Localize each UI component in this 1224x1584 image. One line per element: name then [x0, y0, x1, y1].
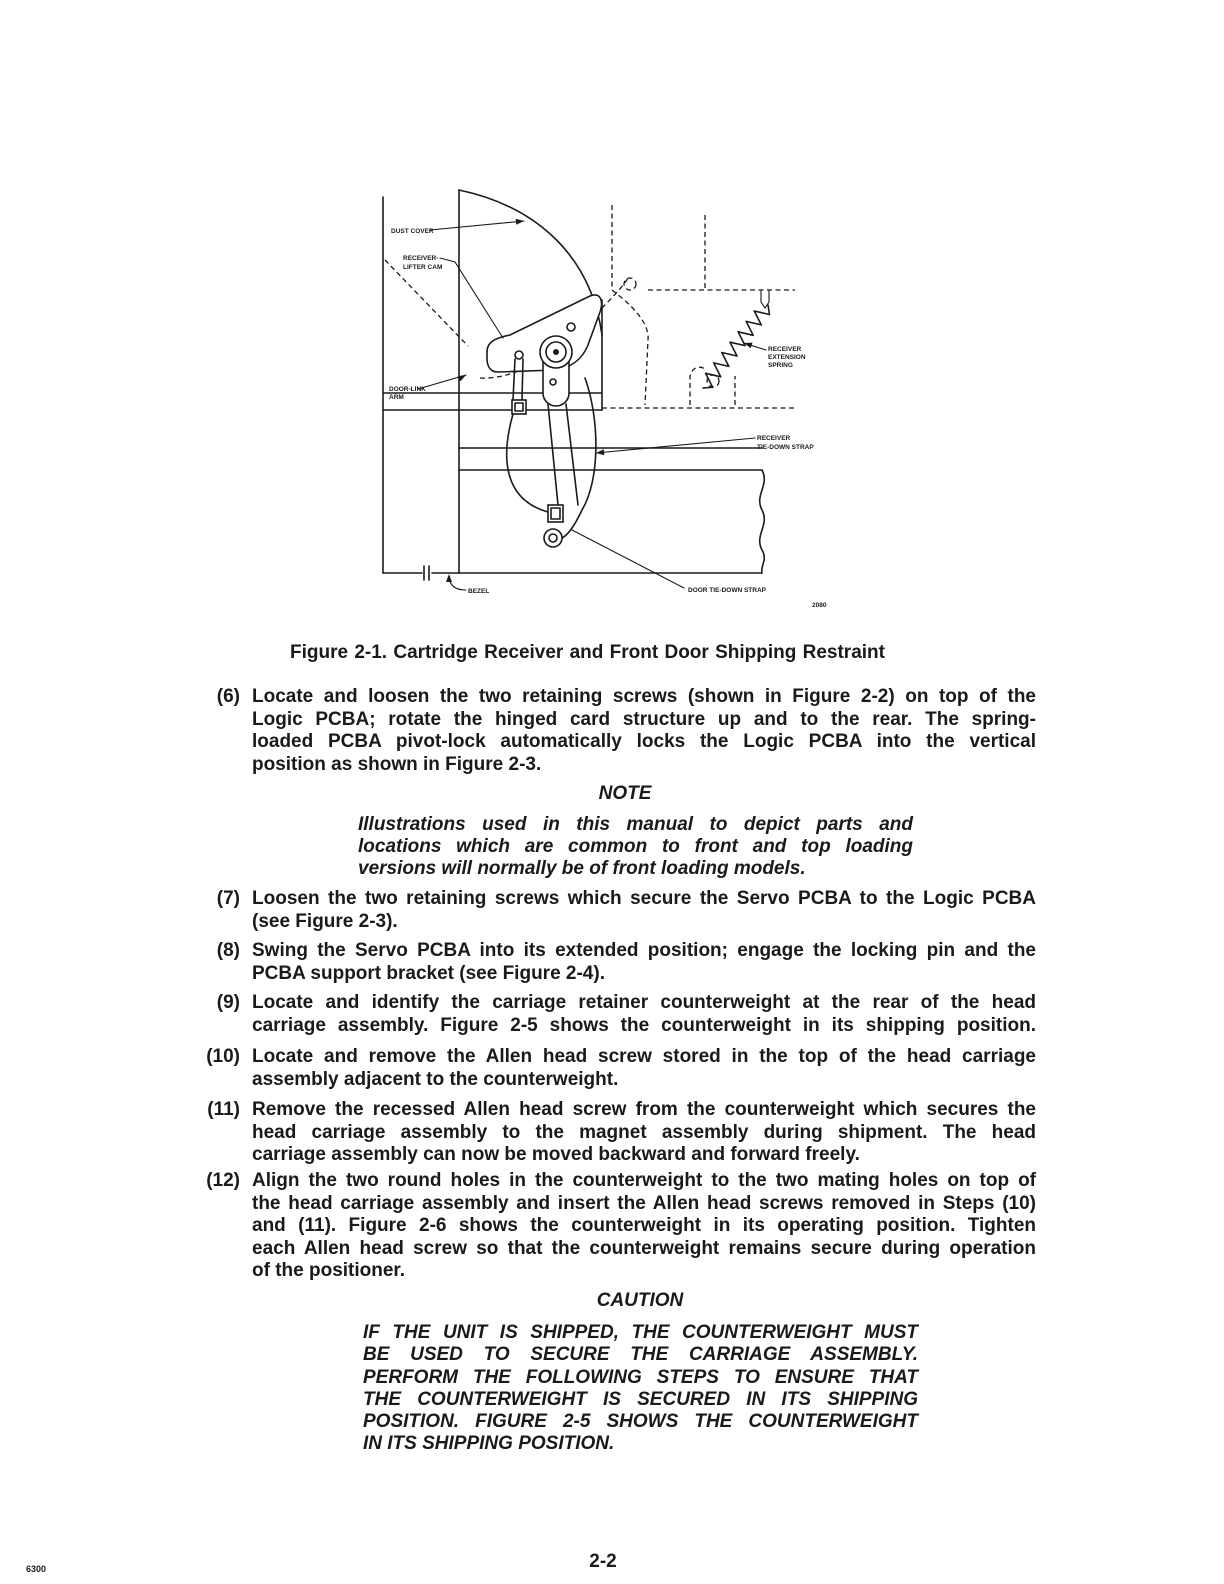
figure-art-number: 2080: [812, 602, 827, 609]
label-receiver-lifter-cam-2: LIFTER CAM: [403, 264, 443, 271]
text-line: PCBA support bracket (see Figure 2-4).: [252, 962, 605, 984]
label-bezel: BEZEL: [468, 588, 490, 595]
caution-text: [363, 1322, 918, 1456]
step-text: [252, 940, 1036, 985]
text-line: Swing the Servo PCBA into its extended position; engage the locking pin and the: [252, 940, 1036, 961]
label-tie-down-strap-1: RECEIVER: [757, 435, 791, 442]
note-text: [358, 814, 913, 880]
strap-loop-right: [562, 378, 596, 538]
text-line: Align the two round holes in the counterweight to the two mating holes on top of: [252, 1170, 1036, 1191]
bezel-leader: [449, 578, 466, 590]
text-line: Illustrations used in this manual to depict parts and: [358, 814, 913, 835]
pivot-center: [553, 349, 559, 355]
step-number: (8): [216, 940, 240, 961]
door-tie-down-leader: [572, 530, 684, 588]
text-line: carriage assembly can now be moved backward and forward freely.: [252, 1144, 860, 1166]
text-line: PERFORM THE FOLLOWING STEPS TO ENSURE THAT: [363, 1366, 918, 1388]
label-extension-spring-3: SPRING: [768, 362, 793, 369]
step-text: [252, 1099, 1036, 1167]
label-door-link-arm-1: DOOR-LINK: [389, 386, 426, 393]
text-line: head carriage assembly to the magnet assembly during shipment. The head: [252, 1121, 1036, 1143]
text-line: (see Figure 2-3).: [252, 910, 398, 932]
text-line: assembly adjacent to the counterweight.: [252, 1068, 619, 1090]
step-text: [252, 888, 1036, 933]
text-line: locations which are common to front and top loading: [358, 836, 913, 857]
text-line: the head carriage assembly and insert the Allen head screws removed in Steps (10): [252, 1192, 1036, 1214]
text-line: BE USED TO SECURE THE CARRIAGE ASSEMBLY.: [363, 1344, 918, 1366]
step-text: [252, 1170, 1036, 1283]
dust-cover-arrowhead: [516, 219, 524, 225]
strap-clip-upper: [512, 400, 526, 414]
step-number: (10): [206, 1046, 240, 1067]
step-number: (11): [207, 1099, 240, 1120]
text-line: Locate and loosen the two retaining screws (shown in Figure 2-2) on top of the: [252, 686, 1036, 707]
phantom-curve-right: [612, 290, 648, 405]
text-line: Remove the recessed Allen head screw from the counterweight which secures the: [252, 1099, 1036, 1120]
text-line: IF THE UNIT IS SHIPPED, THE COUNTERWEIGHT MUST: [363, 1322, 918, 1343]
receiver-tie-down-strap: [548, 404, 578, 505]
text-line: IN ITS SHIPPING POSITION.: [363, 1433, 615, 1455]
step-text: [252, 992, 1036, 1037]
text-line: loaded PCBA pivot-lock automatically locks the Logic PCBA into the vertical: [252, 731, 1036, 753]
step-text: [252, 686, 1036, 776]
step-number: (12): [206, 1170, 240, 1191]
step-text: [252, 1046, 1036, 1091]
lifter-cam-leader: [440, 258, 503, 338]
text-line: Locate and remove the Allen head screw stored in the top of the head carriage: [252, 1046, 1036, 1067]
label-extension-spring-1: RECEIVER: [768, 346, 802, 353]
text-line: Loosen the two retaining screws which secure the Servo PCBA to the Logic PCBA: [252, 888, 1036, 909]
text-line: and (11). Figure 2-6 shows the counterweight in its operating position. Tighten: [252, 1215, 1036, 1237]
caution-heading: CAUTION: [596, 1290, 684, 1311]
label-tie-down-strap-2: TIE-DOWN STRAP: [757, 444, 814, 451]
note-heading: NOTE: [598, 783, 652, 804]
step-number: (6): [216, 686, 240, 707]
text-line: of the positioner.: [252, 1260, 406, 1282]
tie-down-strap-arrowhead: [596, 449, 604, 455]
text-line: carriage assembly. Figure 2-5 shows the counterweight in its shipping position.: [252, 1014, 1036, 1036]
label-extension-spring-2: EXTENSION: [768, 354, 806, 361]
label-receiver-lifter-cam-1: RECEIVER-: [403, 255, 439, 262]
label-door-tie-down-strap: DOOR TIE-DOWN STRAP: [688, 587, 766, 594]
text-line: versions will normally be of front loading models.: [358, 858, 806, 879]
dust-cover-leader: [430, 221, 524, 230]
tie-down-strap-leader: [596, 438, 755, 453]
base-break-mark: [424, 566, 429, 580]
phantom-door-path: [385, 260, 468, 346]
text-line: each Allen head screw so that the counterweight remains secure during operation: [252, 1237, 1036, 1259]
strap-ring: [544, 529, 562, 547]
label-door-link-arm-2: ARM: [389, 394, 404, 401]
right-break-wave: [760, 470, 765, 573]
figure-2-1-drawing: [370, 180, 840, 620]
step-number: (7): [216, 888, 240, 909]
phantom-pivot-circle: [624, 278, 636, 290]
receiver-extension-spring: [703, 305, 770, 388]
page-number: 2-2: [589, 1551, 617, 1572]
text-line: Logic PCBA; rotate the hinged card structure up and to the rear. The spring-: [252, 708, 1036, 730]
text-line: position as shown in Figure 2-3.: [252, 753, 542, 775]
label-dust-cover: DUST COVER: [391, 228, 434, 235]
text-line: POSITION. FIGURE 2-5 SHOWS THE COUNTERWEIGHT: [363, 1411, 918, 1433]
text-line: THE COUNTERWEIGHT IS SECURED IN ITS SHIPPING: [363, 1388, 918, 1410]
text-line: Locate and identify the carriage retainer counterweight at the rear of the head: [252, 992, 1036, 1013]
strap-loop-left: [507, 414, 548, 512]
figure-caption: Figure 2-1. Cartridge Receiver and Front Door Shipping Restraint: [290, 642, 885, 663]
bezel-arrowhead: [446, 574, 452, 582]
step-number: (9): [216, 992, 240, 1013]
document-code: 6300: [26, 1564, 47, 1574]
